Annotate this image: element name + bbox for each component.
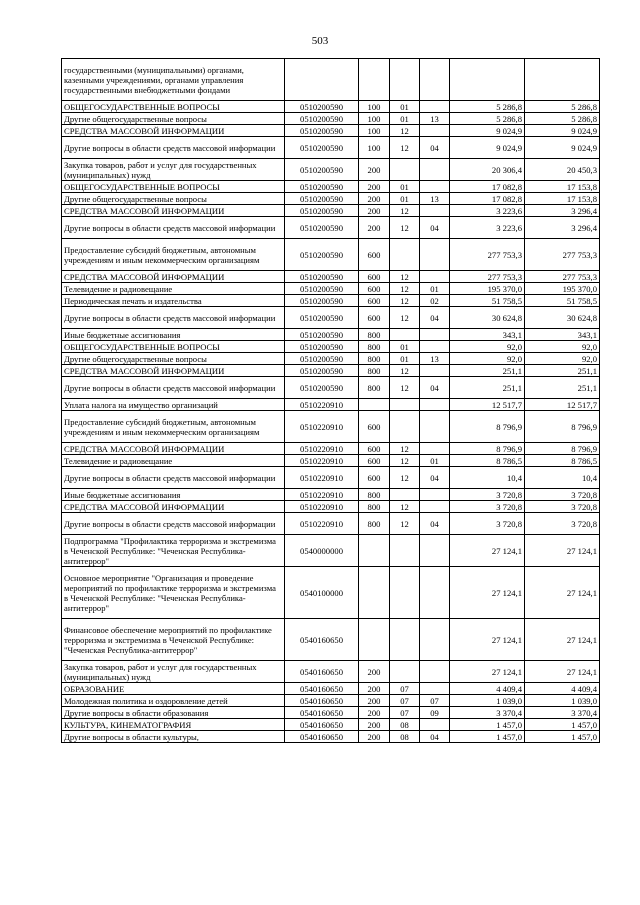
section-cell: 01 [390,193,420,205]
amount-first-year-cell: 8 796,9 [450,411,525,443]
target-code-cell: 0510200590 [285,217,359,239]
target-code-cell: 0510200590 [285,181,359,193]
expense-type-cell: 800 [359,489,390,501]
amount-second-year-cell: 9 024,9 [525,125,600,137]
row-name-cell: СРЕДСТВА МАССОВОЙ ИНФОРМАЦИИ [62,443,285,455]
section-cell: 01 [390,353,420,365]
subsection-cell [420,501,450,513]
subsection-cell: 01 [420,283,450,295]
amount-second-year-cell: 5 286,8 [525,113,600,125]
amount-first-year-cell: 9 024,9 [450,137,525,159]
amount-first-year-cell: 3 223,6 [450,217,525,239]
amount-second-year-cell: 27 124,1 [525,535,600,567]
subsection-cell [420,101,450,113]
amount-second-year-cell: 5 286,8 [525,101,600,113]
expense-type-cell: 200 [359,661,390,683]
amount-first-year-cell: 1 457,0 [450,719,525,731]
target-code-cell: 0540160650 [285,683,359,695]
row-name-cell: Периодическая печать и издательства [62,295,285,307]
row-name-cell: СРЕДСТВА МАССОВОЙ ИНФОРМАЦИИ [62,271,285,283]
row-name-cell: ОБЩЕГОСУДАРСТВЕННЫЕ ВОПРОСЫ [62,101,285,113]
expense-type-cell: 200 [359,217,390,239]
row-name-cell: Уплата налога на имущество организаций [62,399,285,411]
subsection-cell: 13 [420,193,450,205]
target-code-cell: 0510200590 [285,295,359,307]
subsection-cell [420,329,450,341]
amount-second-year-cell: 92,0 [525,341,600,353]
table-row [62,731,600,743]
subsection-cell [420,489,450,501]
table-row [62,535,600,567]
target-code-cell: 0510220910 [285,513,359,535]
amount-second-year-cell: 10,4 [525,467,600,489]
section-cell [390,159,420,181]
table-row [62,101,600,113]
section-cell: 12 [390,365,420,377]
table-body [62,59,600,743]
target-code-cell: 0510220910 [285,399,359,411]
table-row [62,205,600,217]
row-name-cell: Закупка товаров, работ и услуг для государственных (муниципальных) нужд [62,159,285,181]
subsection-cell [420,399,450,411]
row-name-cell: СРЕДСТВА МАССОВОЙ ИНФОРМАЦИИ [62,205,285,217]
amount-first-year-cell: 10,4 [450,467,525,489]
row-name-cell: Другие вопросы в области средств массовой информации [62,307,285,329]
target-code-cell: 0510200590 [285,353,359,365]
target-code-cell: 0510200590 [285,377,359,399]
amount-second-year-cell: 30 624,8 [525,307,600,329]
row-name-cell: Основное мероприятие "Организация и проведение мероприятий по профилактике терроризма и экстремизма в Чеченской Республике: "Чеченская Республика-антитеррор" [62,567,285,619]
table-row [62,239,600,271]
row-name-cell: Закупка товаров, работ и услуг для государственных (муниципальных) нужд [62,661,285,683]
amount-first-year-cell: 17 082,8 [450,193,525,205]
expense-type-cell: 200 [359,707,390,719]
amount-first-year-cell: 27 124,1 [450,567,525,619]
amount-first-year-cell: 8 796,9 [450,443,525,455]
section-cell: 12 [390,271,420,283]
amount-second-year-cell: 277 753,3 [525,239,600,271]
expense-type-cell: 600 [359,271,390,283]
expense-type-cell: 200 [359,731,390,743]
row-name-cell: Другие вопросы в области средств массовой информации [62,513,285,535]
target-code-cell: 0510200590 [285,283,359,295]
amount-second-year-cell: 9 024,9 [525,137,600,159]
row-name-cell: государственными (муниципальными) органами, казенными учреждениями, органами управления государственными внебюджетными фондами [62,59,285,101]
expense-type-cell: 200 [359,683,390,695]
table-row [62,353,600,365]
amount-first-year-cell: 27 124,1 [450,661,525,683]
section-cell: 12 [390,283,420,295]
section-cell [390,661,420,683]
expense-type-cell: 200 [359,719,390,731]
amount-first-year-cell: 3 720,8 [450,501,525,513]
section-cell: 12 [390,467,420,489]
subsection-cell: 04 [420,307,450,329]
amount-first-year-cell: 12 517,7 [450,399,525,411]
target-code-cell: 0510200590 [285,271,359,283]
section-cell: 12 [390,377,420,399]
expense-type-cell [359,535,390,567]
subsection-cell: 13 [420,353,450,365]
table-row [62,307,600,329]
amount-first-year-cell: 17 082,8 [450,181,525,193]
target-code-cell: 0540160650 [285,731,359,743]
row-name-cell: СРЕДСТВА МАССОВОЙ ИНФОРМАЦИИ [62,365,285,377]
section-cell [390,535,420,567]
target-code-cell: 0510200590 [285,159,359,181]
amount-first-year-cell: 4 409,4 [450,683,525,695]
amount-second-year-cell: 92,0 [525,353,600,365]
row-name-cell: Иные бюджетные ассигнования [62,329,285,341]
amount-first-year-cell: 1 039,0 [450,695,525,707]
amount-first-year-cell: 1 457,0 [450,731,525,743]
amount-first-year-cell: 8 786,5 [450,455,525,467]
table-row [62,271,600,283]
expense-type-cell: 200 [359,193,390,205]
subsection-cell: 04 [420,467,450,489]
section-cell: 12 [390,125,420,137]
table-row [62,59,600,101]
expense-type-cell: 800 [359,377,390,399]
expense-type-cell: 800 [359,353,390,365]
expense-type-cell: 800 [359,501,390,513]
amount-second-year-cell: 251,1 [525,377,600,399]
table-row [62,295,600,307]
section-cell: 12 [390,501,420,513]
amount-second-year-cell: 17 153,8 [525,181,600,193]
expense-type-cell: 600 [359,307,390,329]
amount-first-year-cell: 51 758,5 [450,295,525,307]
table-row [62,181,600,193]
subsection-cell: 02 [420,295,450,307]
section-cell: 01 [390,113,420,125]
subsection-cell [420,411,450,443]
expense-type-cell: 200 [359,205,390,217]
subsection-cell: 09 [420,707,450,719]
section-cell [390,619,420,661]
target-code-cell: 0510200590 [285,239,359,271]
table-row [62,443,600,455]
target-code-cell: 0540160650 [285,661,359,683]
amount-second-year-cell: 1 039,0 [525,695,600,707]
amount-first-year-cell: 9 024,9 [450,125,525,137]
amount-first-year-cell: 30 624,8 [450,307,525,329]
target-code-cell: 0540000000 [285,535,359,567]
table-row [62,489,600,501]
section-cell [390,567,420,619]
table-row [62,455,600,467]
section-cell: 12 [390,137,420,159]
table-row [62,377,600,399]
amount-second-year-cell: 3 720,8 [525,489,600,501]
expense-type-cell: 100 [359,101,390,113]
target-code-cell: 0510220910 [285,467,359,489]
amount-first-year-cell: 27 124,1 [450,619,525,661]
section-cell: 07 [390,707,420,719]
table-row [62,399,600,411]
amount-second-year-cell: 12 517,7 [525,399,600,411]
amount-first-year-cell: 5 286,8 [450,113,525,125]
section-cell: 12 [390,205,420,217]
table-row [62,719,600,731]
page-number: 503 [311,35,329,47]
table-row [62,113,600,125]
amount-first-year-cell: 3 720,8 [450,513,525,535]
expense-type-cell: 600 [359,295,390,307]
row-name-cell: Телевидение и радиовещание [62,283,285,295]
expense-type-cell: 800 [359,341,390,353]
subsection-cell [420,567,450,619]
row-name-cell: Другие вопросы в области средств массовой информации [62,377,285,399]
row-name-cell: Другие общегосударственные вопросы [62,193,285,205]
target-code-cell: 0510200590 [285,205,359,217]
amount-first-year-cell: 277 753,3 [450,271,525,283]
amount-second-year-cell: 3 296,4 [525,205,600,217]
expense-type-cell: 600 [359,239,390,271]
subsection-cell [420,661,450,683]
amount-first-year-cell: 5 286,8 [450,101,525,113]
target-code-cell: 0510200590 [285,101,359,113]
target-code-cell: 0510220910 [285,411,359,443]
expense-type-cell [359,59,390,101]
amount-first-year-cell: 20 306,4 [450,159,525,181]
amount-second-year-cell [525,59,600,101]
section-cell [390,329,420,341]
expense-type-cell: 100 [359,137,390,159]
expense-type-cell: 600 [359,411,390,443]
row-name-cell: КУЛЬТУРА, КИНЕМАТОГРАФИЯ [62,719,285,731]
subsection-cell [420,59,450,101]
target-code-cell: 0540160650 [285,619,359,661]
target-code-cell: 0510200590 [285,365,359,377]
amount-second-year-cell: 1 457,0 [525,731,600,743]
amount-second-year-cell: 1 457,0 [525,719,600,731]
expense-type-cell: 800 [359,513,390,535]
amount-second-year-cell: 8 786,5 [525,455,600,467]
amount-first-year-cell: 251,1 [450,365,525,377]
subsection-cell [420,535,450,567]
amount-second-year-cell: 251,1 [525,365,600,377]
table-row [62,217,600,239]
amount-first-year-cell: 3 370,4 [450,707,525,719]
table-row [62,329,600,341]
subsection-cell [420,683,450,695]
amount-first-year-cell: 27 124,1 [450,535,525,567]
section-cell [390,399,420,411]
section-cell: 12 [390,455,420,467]
amount-second-year-cell: 20 450,3 [525,159,600,181]
amount-second-year-cell: 3 296,4 [525,217,600,239]
table-row [62,619,600,661]
row-name-cell: ОБЩЕГОСУДАРСТВЕННЫЕ ВОПРОСЫ [62,341,285,353]
amount-first-year-cell: 251,1 [450,377,525,399]
subsection-cell: 04 [420,137,450,159]
amount-second-year-cell: 4 409,4 [525,683,600,695]
section-cell: 08 [390,719,420,731]
amount-first-year-cell: 343,1 [450,329,525,341]
section-cell: 12 [390,295,420,307]
row-name-cell: Другие общегосударственные вопросы [62,113,285,125]
target-code-cell [285,59,359,101]
row-name-cell: ОБРАЗОВАНИЕ [62,683,285,695]
subsection-cell [420,341,450,353]
target-code-cell: 0510200590 [285,307,359,329]
amount-first-year-cell: 277 753,3 [450,239,525,271]
amount-second-year-cell: 3 370,4 [525,707,600,719]
row-name-cell: СРЕДСТВА МАССОВОЙ ИНФОРМАЦИИ [62,501,285,513]
target-code-cell: 0510200590 [285,113,359,125]
table-row [62,567,600,619]
amount-first-year-cell: 3 720,8 [450,489,525,501]
expense-type-cell [359,567,390,619]
amount-second-year-cell: 343,1 [525,329,600,341]
amount-second-year-cell: 3 720,8 [525,513,600,535]
target-code-cell: 0510200590 [285,137,359,159]
amount-first-year-cell: 3 223,6 [450,205,525,217]
row-name-cell: ОБЩЕГОСУДАРСТВЕННЫЕ ВОПРОСЫ [62,181,285,193]
amount-second-year-cell: 27 124,1 [525,619,600,661]
target-code-cell: 0540160650 [285,719,359,731]
expense-type-cell: 600 [359,283,390,295]
expense-type-cell [359,619,390,661]
expense-type-cell: 600 [359,467,390,489]
target-code-cell: 0540100000 [285,567,359,619]
section-cell [390,489,420,501]
section-cell: 12 [390,443,420,455]
amount-first-year-cell: 195 370,0 [450,283,525,295]
target-code-cell: 0510200590 [285,193,359,205]
expense-type-cell: 600 [359,455,390,467]
subsection-cell [420,181,450,193]
row-name-cell: Подпрограмма "Профилактика терроризма и экстремизма в Чеченской Республике: "Чеченская Республика-антитеррор" [62,535,285,567]
table-row [62,193,600,205]
target-code-cell: 0510200590 [285,125,359,137]
table-row [62,695,600,707]
table-row [62,283,600,295]
row-name-cell: Другие вопросы в области культуры, [62,731,285,743]
amount-second-year-cell: 51 758,5 [525,295,600,307]
subsection-cell: 04 [420,377,450,399]
expense-type-cell: 800 [359,329,390,341]
expense-type-cell: 200 [359,695,390,707]
row-name-cell: Другие общегосударственные вопросы [62,353,285,365]
amount-second-year-cell: 8 796,9 [525,411,600,443]
subsection-cell: 04 [420,217,450,239]
subsection-cell: 04 [420,513,450,535]
amount-second-year-cell: 277 753,3 [525,271,600,283]
amount-second-year-cell: 17 153,8 [525,193,600,205]
target-code-cell: 0510220910 [285,489,359,501]
section-cell: 01 [390,341,420,353]
target-code-cell: 0510220910 [285,501,359,513]
subsection-cell [420,125,450,137]
subsection-cell [420,719,450,731]
subsection-cell [420,159,450,181]
target-code-cell: 0510200590 [285,329,359,341]
row-name-cell: Иные бюджетные ассигнования [62,489,285,501]
section-cell: 12 [390,307,420,329]
expense-type-cell: 100 [359,125,390,137]
target-code-cell: 0510220910 [285,443,359,455]
section-cell: 08 [390,731,420,743]
row-name-cell: Другие вопросы в области средств массовой информации [62,467,285,489]
row-name-cell: Предоставление субсидий бюджетным, автономным учреждениям и иным некоммерческим организациям [62,239,285,271]
table-row [62,513,600,535]
amount-second-year-cell: 8 796,9 [525,443,600,455]
table-row [62,683,600,695]
subsection-cell [420,271,450,283]
budget-table [61,58,600,743]
expense-type-cell: 800 [359,365,390,377]
table-row [62,125,600,137]
subsection-cell: 01 [420,455,450,467]
expense-type-cell [359,399,390,411]
section-cell: 01 [390,181,420,193]
table-row [62,707,600,719]
section-cell [390,411,420,443]
subsection-cell: 13 [420,113,450,125]
subsection-cell [420,443,450,455]
table-row [62,365,600,377]
table-row [62,137,600,159]
amount-second-year-cell: 27 124,1 [525,567,600,619]
section-cell [390,239,420,271]
amount-second-year-cell: 3 720,8 [525,501,600,513]
amount-second-year-cell: 27 124,1 [525,661,600,683]
target-code-cell: 0540160650 [285,707,359,719]
subsection-cell [420,619,450,661]
amount-second-year-cell: 195 370,0 [525,283,600,295]
row-name-cell: Другие вопросы в области средств массовой информации [62,217,285,239]
target-code-cell: 0540160650 [285,695,359,707]
subsection-cell [420,365,450,377]
target-code-cell: 0510200590 [285,341,359,353]
row-name-cell: Молодежная политика и оздоровление детей [62,695,285,707]
subsection-cell: 04 [420,731,450,743]
row-name-cell: Другие вопросы в области средств массовой информации [62,137,285,159]
expense-type-cell: 600 [359,443,390,455]
table-row [62,341,600,353]
table-row [62,467,600,489]
row-name-cell: Финансовое обеспечение мероприятий по профилактике терроризма и экстремизма в Чеченской Республике: "Чеченская Республика-антитеррор" [62,619,285,661]
section-cell: 07 [390,695,420,707]
target-code-cell: 0510220910 [285,455,359,467]
section-cell: 01 [390,101,420,113]
amount-first-year-cell: 92,0 [450,353,525,365]
row-name-cell: Другие вопросы в области образования [62,707,285,719]
section-cell: 07 [390,683,420,695]
table-row [62,411,600,443]
subsection-cell [420,205,450,217]
table-row [62,661,600,683]
expense-type-cell: 200 [359,181,390,193]
amount-first-year-cell: 92,0 [450,341,525,353]
table-row [62,501,600,513]
section-cell: 12 [390,217,420,239]
row-name-cell: Телевидение и радиовещание [62,455,285,467]
section-cell: 12 [390,513,420,535]
expense-type-cell: 200 [359,159,390,181]
row-name-cell: Предоставление субсидий бюджетным, автономным учреждениям и иным некоммерческим организациям [62,411,285,443]
subsection-cell [420,239,450,271]
amount-first-year-cell [450,59,525,101]
row-name-cell: СРЕДСТВА МАССОВОЙ ИНФОРМАЦИИ [62,125,285,137]
section-cell [390,59,420,101]
subsection-cell: 07 [420,695,450,707]
expense-type-cell: 100 [359,113,390,125]
table-row [62,159,600,181]
